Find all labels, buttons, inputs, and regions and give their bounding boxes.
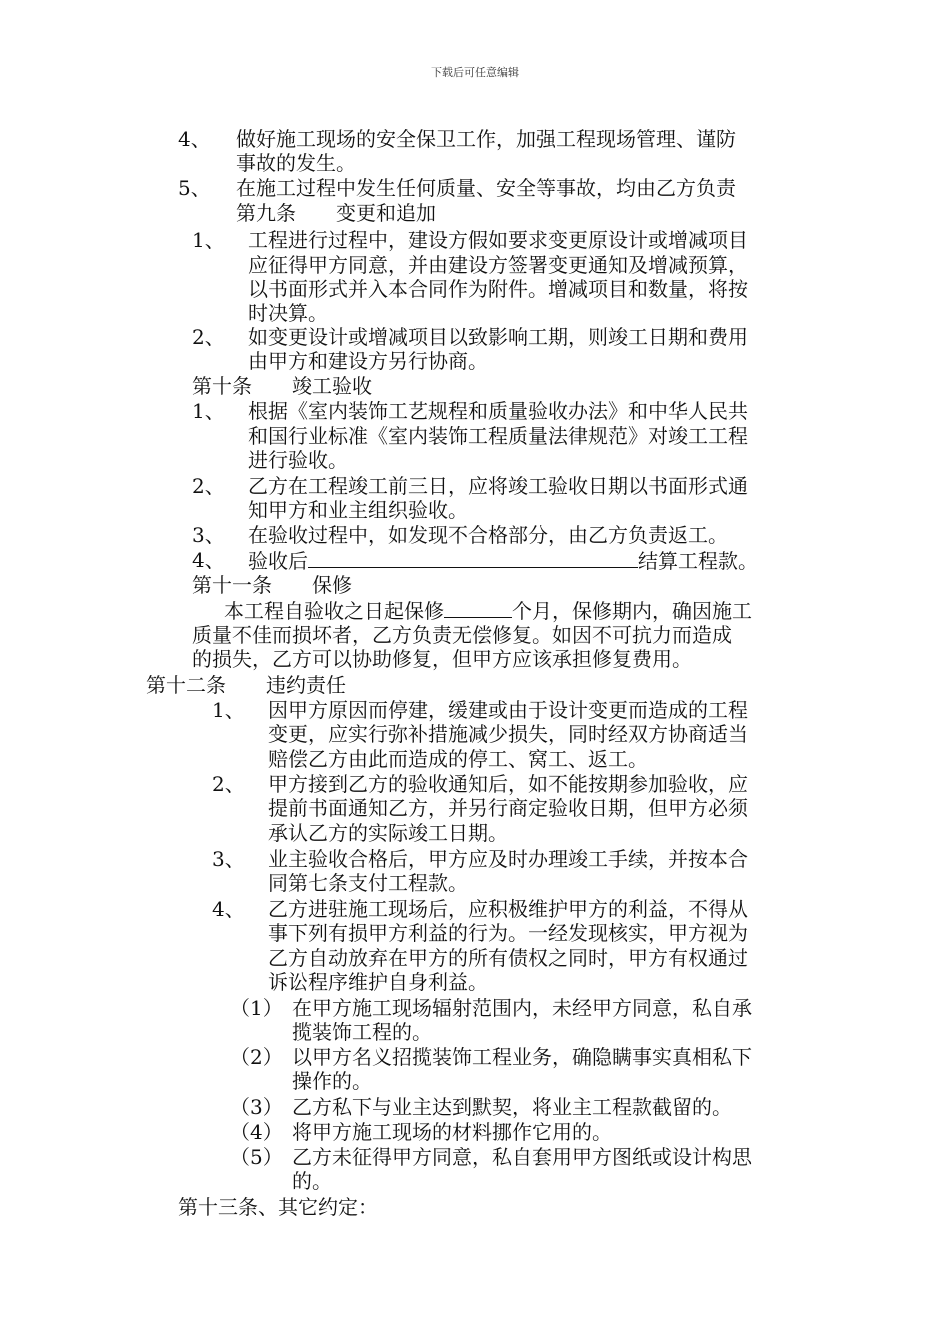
- item-text-line: 时决算。: [248, 301, 328, 325]
- sub-item-text-line: 的。: [292, 1169, 332, 1193]
- item-number: 2、: [192, 325, 225, 349]
- item-text-line: 乙方在工程竣工前三日，应将竣工验收日期以书面形式通: [248, 474, 748, 498]
- sub-item-number: （5）: [230, 1145, 283, 1169]
- text-after-blank: 个月，保修期内，确因施工: [512, 599, 752, 623]
- article-heading: 第十条 竣工验收: [192, 374, 372, 398]
- fill-in-blank: [308, 547, 638, 568]
- item-number: 4、: [212, 897, 245, 921]
- sub-item-text-line: 揽装饰工程的。: [292, 1020, 432, 1044]
- item-text-line: 乙方进驻施工现场后，应积极维护甲方的利益，不得从: [268, 897, 748, 921]
- item-text-line: 同第七条支付工程款。: [268, 871, 468, 895]
- item-number: 5、: [178, 176, 211, 200]
- item-number: 2、: [192, 474, 225, 498]
- fill-in-blank: [444, 597, 512, 618]
- item-text-line: 因甲方原因而停建，缓建或由于设计变更而造成的工程: [268, 698, 748, 722]
- text-after-blank: 结算工程款。: [638, 549, 758, 573]
- item-text-line: 应征得甲方同意，并由建设方签署变更通知及增减预算，: [248, 253, 748, 277]
- item-text-line: 做好施工现场的安全保卫工作，加强工程现场管理、谨防: [236, 127, 736, 151]
- item-number: 1、: [192, 228, 225, 252]
- sub-item-number: （1）: [230, 996, 283, 1020]
- item-text-line: 诉讼程序维护自身利益。: [268, 970, 488, 994]
- article-heading: 第十二条 违约责任: [146, 673, 346, 697]
- item-text-line: 变更，应实行弥补措施减少损失，同时经双方协商适当: [268, 722, 748, 746]
- article-heading: 第十一条 保修: [192, 573, 352, 597]
- paragraph-line: 质量不佳而损坏者，乙方负责无偿修复。如因不可抗力而造成: [192, 623, 732, 647]
- item-text-line: 事下列有损甲方利益的行为。一经发现核实，甲方视为: [268, 921, 748, 945]
- item-text-line: 事故的发生。: [236, 151, 356, 175]
- item-text-line: 甲方接到乙方的验收通知后，如不能按期参加验收，应: [268, 772, 748, 796]
- item-text-line: [248, 547, 758, 574]
- item-text-line: 乙方自动放弃在甲方的所有债权之同时，甲方有权通过: [268, 946, 748, 970]
- item-number: 1、: [212, 698, 245, 722]
- article-heading: 第九条 变更和追加: [236, 201, 436, 225]
- item-number: 4、: [192, 548, 225, 572]
- item-text-line: 由甲方和建设方另行协商。: [248, 349, 488, 373]
- paragraph-line: [224, 597, 752, 624]
- sub-item-text-line: 乙方私下与业主达到默契，将业主工程款截留的。: [292, 1095, 732, 1119]
- article-heading: 第十三条、其它约定：: [178, 1195, 378, 1219]
- item-text-line: 在验收过程中，如发现不合格部分，由乙方负责返工。: [248, 523, 728, 547]
- text-before-blank: 验收后: [248, 549, 308, 573]
- item-text-line: 赔偿乙方由此而造成的停工、窝工、返工。: [268, 747, 648, 771]
- item-number: 3、: [212, 847, 245, 871]
- sub-item-text-line: 以甲方名义招揽装饰工程业务，确隐瞒事实真相私下: [292, 1045, 752, 1069]
- item-text-line: 以书面形式并入本合同作为附件。增减项目和数量，将按: [248, 277, 748, 301]
- sub-item-text-line: 乙方未征得甲方同意，私自套用甲方图纸或设计构思: [292, 1145, 752, 1169]
- item-text-line: 在施工过程中发生任何质量、安全等事故，均由乙方负责: [236, 176, 736, 200]
- sub-item-text-line: 将甲方施工现场的材料挪作它用的。: [292, 1120, 612, 1144]
- item-number: 1、: [192, 399, 225, 423]
- text-before-blank: 本工程自验收之日起保修: [224, 599, 444, 623]
- item-number: 2、: [212, 772, 245, 796]
- item-number: 3、: [192, 523, 225, 547]
- item-text-line: 如变更设计或增减项目以致影响工期，则竣工日期和费用: [248, 325, 748, 349]
- item-number: 4、: [178, 127, 211, 151]
- page-header: 下载后可任意编辑: [431, 66, 519, 79]
- item-text-line: 工程进行过程中，建设方假如要求变更原设计或增减项目: [248, 228, 748, 252]
- item-text-line: 进行验收。: [248, 448, 348, 472]
- sub-item-number: （3）: [230, 1095, 283, 1119]
- sub-item-number: （4）: [230, 1120, 283, 1144]
- item-text-line: 和国行业标准《室内装饰工程质量法律规范》对竣工工程: [248, 424, 748, 448]
- sub-item-number: （2）: [230, 1045, 283, 1069]
- item-text-line: 承认乙方的实际竣工日期。: [268, 821, 508, 845]
- item-text-line: 根据《室内装饰工艺规程和质量验收办法》和中华人民共: [248, 399, 748, 423]
- item-text-line: 知甲方和业主组织验收。: [248, 498, 468, 522]
- paragraph-line: 的损失，乙方可以协助修复，但甲方应该承担修复费用。: [192, 647, 692, 671]
- sub-item-text-line: 操作的。: [292, 1069, 372, 1093]
- item-text-line: 提前书面通知乙方，并另行商定验收日期，但甲方必须: [268, 796, 748, 820]
- sub-item-text-line: 在甲方施工现场辐射范围内，未经甲方同意，私自承: [292, 996, 752, 1020]
- item-text-line: 业主验收合格后，甲方应及时办理竣工手续，并按本合: [268, 847, 748, 871]
